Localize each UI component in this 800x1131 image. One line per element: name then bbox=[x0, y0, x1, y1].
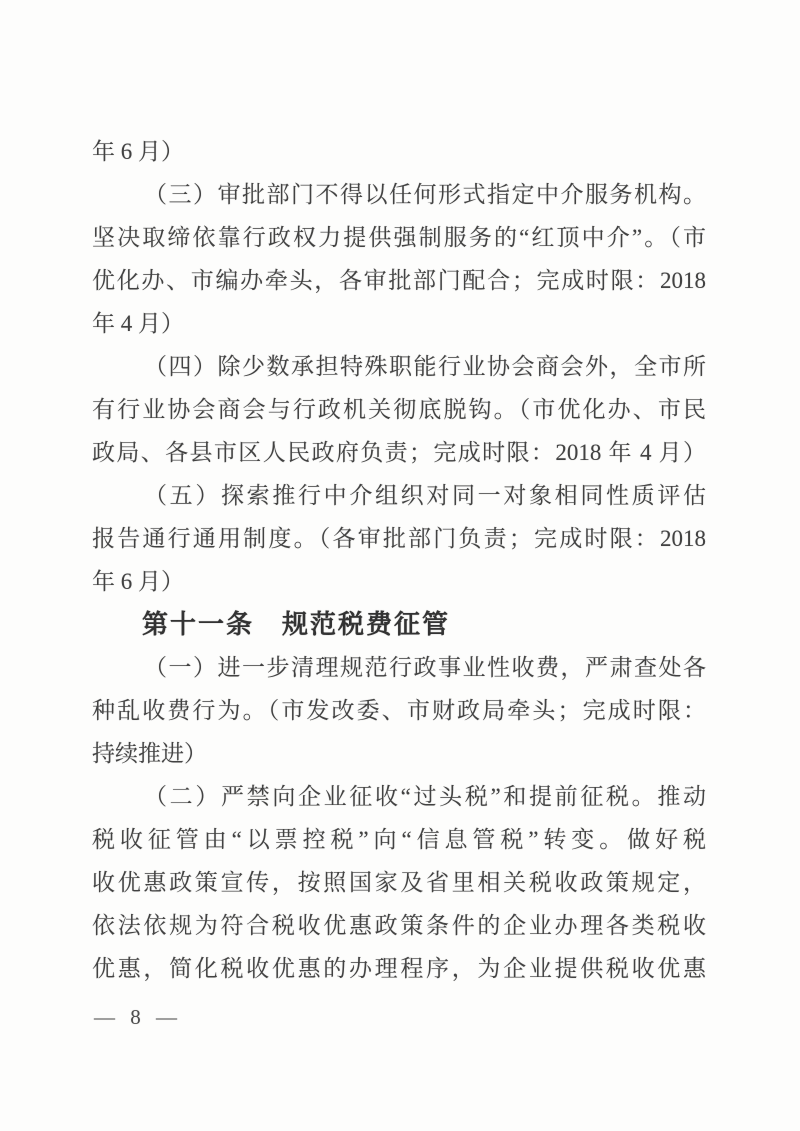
document-text-block bbox=[92, 130, 706, 990]
page-number: — 8 — bbox=[94, 1005, 182, 1029]
text-line: 优化办、市编办牵头，各审批部门配合；完成时限：2018 bbox=[92, 268, 706, 293]
text-line: 政局、各县市区人民政府负责；完成时限：2018 年 4 月） bbox=[92, 440, 706, 465]
text-line: 种乱收费行为。（市发改委、市财政局牵头；完成时限： bbox=[92, 698, 706, 723]
text-line: 收优惠政策宣传，按照国家及省里相关税收政策规定， bbox=[92, 870, 706, 895]
text-line: 税收征管由“以票控税”向“信息管税”转变。做好税 bbox=[92, 827, 706, 852]
text-line: 报告通行通用制度。（各审批部门负责；完成时限：2018 bbox=[92, 526, 706, 551]
text-line: 依法依规为符合税收优惠政策条件的企业办理各类税收 bbox=[92, 913, 706, 938]
text-line: 持续推进） bbox=[92, 741, 207, 766]
text-line: 年 6 月） bbox=[92, 139, 184, 164]
text-line: 优惠，简化税收优惠的办理程序，为企业提供税收优惠 bbox=[92, 956, 706, 981]
text-line: 年 4 月） bbox=[92, 311, 184, 336]
text-line: （四）除少数承担特殊职能行业协会商会外，全市所 bbox=[144, 354, 706, 379]
text-line: （二）严禁向企业征收“过头税”和提前征税。推动 bbox=[144, 784, 706, 809]
text-line: （三）审批部门不得以任何形式指定中介服务机构。 bbox=[144, 182, 706, 207]
text-line: 坚决取缔依靠行政权力提供强制服务的“红顶中介”。（市 bbox=[92, 225, 706, 250]
text-line: （一）进一步清理规范行政事业性收费，严肃查处各 bbox=[144, 655, 706, 680]
text-line: 年 6 月） bbox=[92, 569, 184, 594]
section-heading: 第十一条 规范税费征管 bbox=[142, 609, 451, 639]
text-line: （五）探索推行中介组织对同一对象相同性质评估 bbox=[144, 483, 706, 508]
text-line: 有行业协会商会与行政机关彻底脱钩。（市优化办、市民 bbox=[92, 397, 706, 422]
